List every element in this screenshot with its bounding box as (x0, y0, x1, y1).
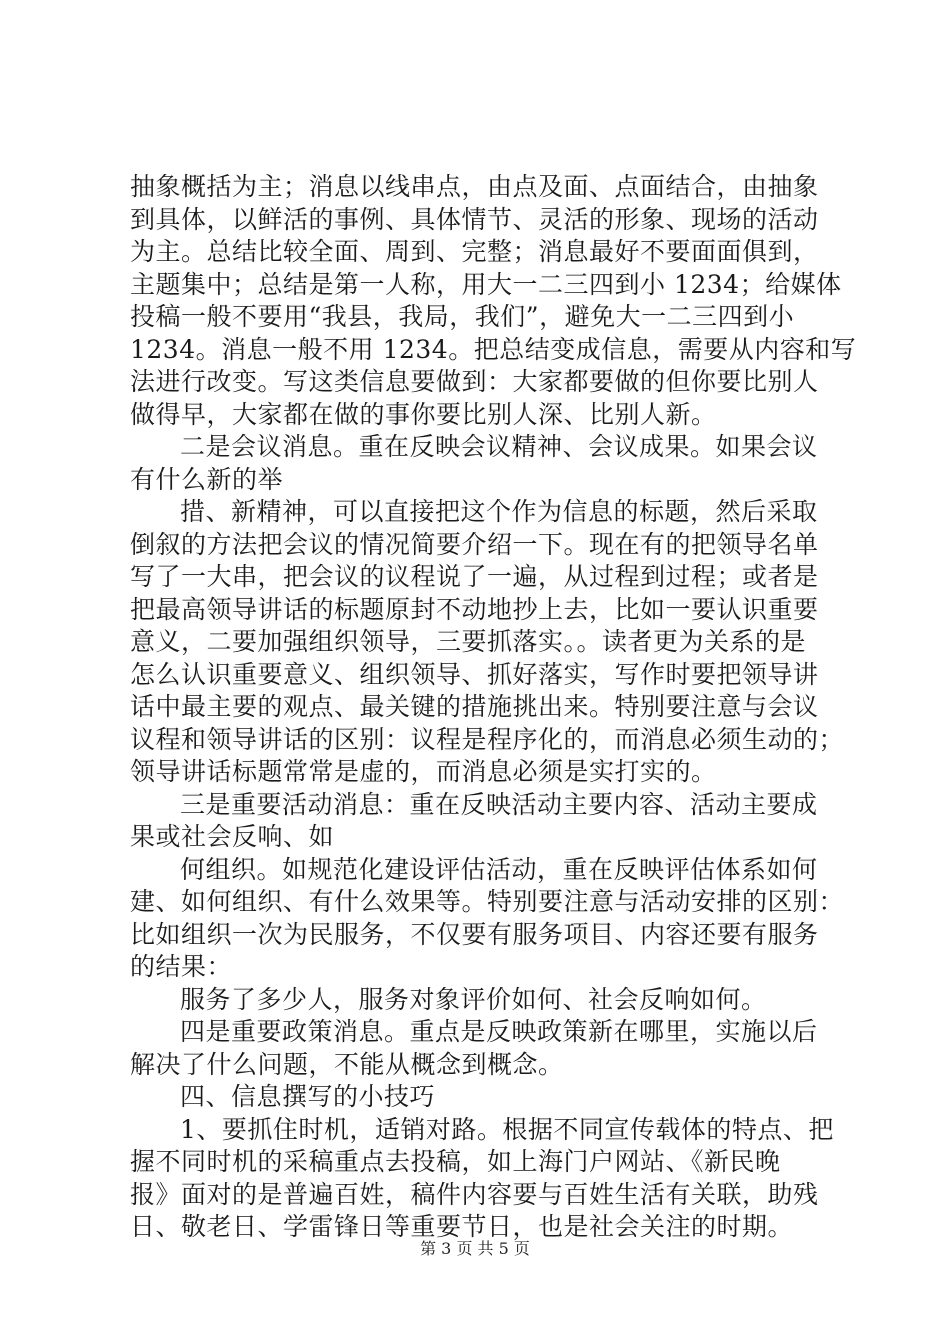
text-line: 做得早，大家都在做的事你要比别人深、比别人新。 (130, 399, 717, 429)
text-line: 怎么认识重要意义、组织领导、抓好落实，写作时要把领导讲 (130, 659, 819, 689)
page-footer: 第 3 页 共 5 页 (420, 1239, 530, 1258)
text-line: 写了一大串，把会议的议程说了一遍，从过程到过程；或者是 (130, 562, 819, 591)
text-line: 意义，二要加强组织领导，三要抓落实。。读者更为关系的是 (130, 627, 807, 656)
text-line: 握不同时机的采稿重点去投稿，如上海门户网站、《新民晚 (130, 1147, 781, 1176)
text-line: 何组织。如规范化建设评估活动，重在反映评估体系如何 (180, 854, 818, 884)
text-line: 到具体，以鲜活的事例、具体情节、灵活的形象、现场的活动 (130, 204, 819, 234)
text-line: 抽象概括为主；消息以线串点，由点及面、点面结合，由抽象 (130, 172, 819, 201)
text-line: 报》面对的是普遍百姓，稿件内容要与百姓生活有关联，助残 (130, 1179, 819, 1209)
text-line: 解决了什么问题，不能从概念到概念。 (130, 1049, 564, 1079)
text-line: 二是会议消息。重在反映会议精神、会议成果。如果会议 (180, 432, 818, 461)
text-line: 四、信息撰写的小技巧 (180, 1082, 436, 1111)
document-body (130, 171, 857, 1244)
text-line: 措、新精神，可以直接把这个作为信息的标题，然后采取 (180, 497, 818, 526)
text-line: 果或社会反响、如 (130, 822, 335, 851)
text-line: 投稿一般不要用“我县，我局，我们”，避免大一二三四到小 (130, 302, 795, 331)
text-line: 1、要抓住时机，适销对路。根据不同宣传载体的特点、把 (180, 1114, 834, 1144)
text-line: 日、敬老日、学雷锋日等重要节日，也是社会关注的时期。 (130, 1212, 794, 1241)
text-line: 的结果： (130, 952, 233, 981)
text-line: 为主。总结比较全面、周到、完整；消息最好不要面面俱到， (130, 237, 819, 266)
text-line: 话中最主要的观点、最关键的措施挑出来。特别要注意与会议 (130, 692, 819, 721)
text-line: 主题集中；总结是第一人称，用大一二三四到小 1234；给媒体 (130, 269, 842, 299)
text-line: 议程和领导讲话的区别：议程是程序化的，而消息必须生动的； (130, 724, 845, 754)
text-line: 领导讲话标题常常是虚的，而消息必须是实打实的。 (130, 757, 717, 786)
text-line: 有什么新的举 (130, 464, 284, 494)
text-line: 法进行改变。写这类信息要做到：大家都要做的但你要比别人 (130, 367, 819, 396)
text-line: 三是重要活动消息：重在反映活动主要内容、活动主要成 (180, 789, 818, 819)
text-line: 服务了多少人，服务对象评价如何、社会反响如何。 (180, 984, 767, 1014)
text-line: 建、如何组织、有什么效果等。特别要注意与活动安排的区别： (130, 887, 845, 916)
text-line: 倒叙的方法把会议的情况简要介绍一下。现在有的把领导名单 (130, 529, 819, 559)
text-line: 四是重要政策消息。重点是反映政策新在哪里，实施以后 (180, 1017, 818, 1046)
text-line: 把最高领导讲话的标题原封不动地抄上去，比如一要认识重要 (130, 594, 819, 624)
text-line: 比如组织一次为民服务，不仅要有服务项目、内容还要有服务 (130, 919, 819, 949)
text-line: 1234。消息一般不用 1234。把总结变成信息，需要从内容和写 (130, 334, 857, 364)
